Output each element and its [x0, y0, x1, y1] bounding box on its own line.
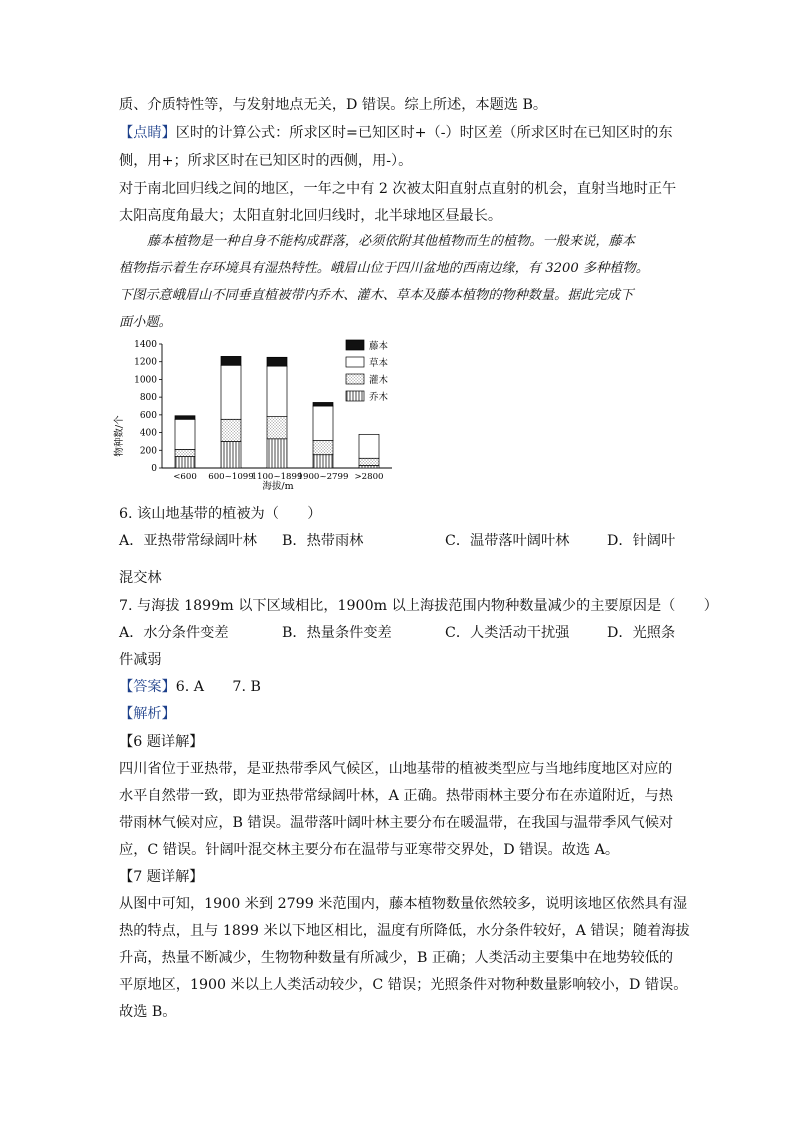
stem-line-2: 植物指示着生存环境具有湿热特性。峨眉山位于四川盆地的西南边缘，有 3200 多种植物。 — [119, 261, 649, 276]
bar-segment — [175, 449, 195, 456]
bar-segment — [313, 402, 333, 406]
q6-detail-tag: 【6 题详解】 — [119, 734, 204, 750]
answer-text: 6. A 7. B — [175, 679, 261, 695]
q7-option-d-cont: 件减弱 — [119, 652, 162, 668]
q7-detail-tag: 【7 题详解】 — [119, 869, 204, 885]
q6-option-d[interactable]: D．针阔叶 — [607, 533, 676, 549]
x-tick-label: 1900~2799 — [297, 472, 349, 482]
answer-line — [119, 677, 261, 697]
bar-segment — [267, 357, 287, 366]
q6-option-c[interactable]: C．温带落叶阔叶林 — [445, 533, 570, 549]
stem-line-3: 下图示意峨眉山不同垂直植被带内乔木、灌木、草本及藤本植物的物种数量。据此完成下 — [119, 288, 634, 303]
bar-segment — [175, 419, 195, 449]
q7-option-c[interactable]: C．人类活动干扰强 — [445, 625, 570, 641]
bar-segment — [313, 455, 333, 468]
bar-segment — [221, 419, 241, 441]
x-axis-title: 海拔/m — [262, 481, 294, 492]
direct-sun-line-2: 太阳高度角最大；太阳直射北回归线时，北半球地区昼最长。 — [119, 208, 503, 224]
x-tick-label: >2800 — [354, 472, 384, 482]
q7-option-d[interactable]: D．光照条 — [607, 625, 676, 641]
q6-detail-line: 水平自然带一致，即为亚热带常绿阔叶林，A 正确。热带雨林主要分布在赤道附近，与热 — [119, 788, 673, 804]
q6-detail-line: 四川省位于亚热带，是亚热带季风气候区，山地基带的植被类型应与当地纬度地区对应的 — [119, 761, 673, 777]
x-tick-label: 600~1099 — [208, 472, 254, 482]
y-tick-label: 1000 — [134, 375, 157, 386]
q7-detail-line: 升高，热量不断减少，生物物种数量有所减少，B 正确；人类活动主要集中在地势较低的 — [119, 950, 674, 966]
analysis-tag: 【解析】 — [119, 706, 176, 722]
stem-line-4: 面小题。 — [119, 315, 172, 330]
legend-label: 藤本 — [369, 341, 389, 352]
y-tick-label: 200 — [139, 446, 157, 457]
bar-segment — [221, 365, 241, 419]
tip-line-1 — [119, 123, 673, 143]
y-axis-title: 物种数/个 — [114, 415, 125, 457]
stem-line-1: 藤本植物是一种自身不能构成群落，必须依附其他植物而生的植物。一般来说，藤本 — [147, 234, 635, 249]
q7-option-a[interactable]: A．水分条件变差 — [119, 625, 229, 641]
x-tick-label: <600 — [173, 472, 197, 482]
q6-stem: 6. 该山地基带的植被为（ ） — [119, 506, 322, 522]
legend-label: 灌木 — [369, 375, 389, 386]
bar-segment — [267, 417, 287, 439]
y-tick-label: 600 — [139, 410, 157, 421]
q6-detail-line: 应，C 错误。针阔叶混交林主要分布在温带与亚寒带交界处，D 错误。故选 A。 — [119, 842, 620, 858]
q7-option-b[interactable]: B．热量条件变差 — [282, 625, 392, 641]
y-tick-label: 1200 — [134, 357, 157, 368]
q6-option-d-cont: 混交林 — [119, 570, 162, 586]
q7-detail-line: 从图中可知，1900 米到 2799 米范围内，藤本植物数量依然较多，说明该地区依然具有湿 — [119, 896, 688, 912]
bar-segment — [267, 366, 287, 416]
q6-option-a[interactable]: A．亚热带常绿阔叶林 — [119, 533, 257, 549]
species-stacked-bar-chart — [112, 336, 412, 496]
answer-tag: 【答案】 — [119, 679, 176, 695]
bar-segment — [313, 406, 333, 441]
q7-detail-line: 平原地区，1900 米以上人类活动较少，C 错误；光照条件对物种数量影响较小，D 错误。 — [119, 977, 688, 993]
bar-segment — [221, 356, 241, 365]
legend-swatch — [346, 357, 364, 367]
tip-line-2: 侧，用+；所求区时在已知区时的西侧，用-）。 — [119, 153, 413, 169]
bar-segment — [359, 465, 379, 468]
q7-stem: 7. 与海拔 1899m 以下区域相比，1900m 以上海拔范围内物种数量减少的主要原因是（ ） — [119, 598, 718, 614]
legend-label: 乔木 — [369, 392, 389, 403]
legend-label: 草本 — [369, 358, 389, 369]
q6-option-b[interactable]: B．热带雨林 — [282, 533, 364, 549]
bar-segment — [313, 441, 333, 455]
tip-text: 区时的计算公式：所求区时=已知区时+（-）时区差（所求区时在已知区时的东 — [175, 125, 673, 141]
tip-tag: 【点睛】 — [119, 125, 176, 141]
legend-swatch — [346, 374, 364, 384]
y-tick-label: 400 — [139, 428, 157, 439]
y-tick-label: 1400 — [134, 340, 157, 350]
bar-segment — [359, 434, 379, 458]
direct-sun-line-1: 对于南北回归线之间的地区，一年之中有 2 次被太阳直射点直射的机会，直射当地时正午 — [119, 181, 677, 197]
bar-segment — [221, 441, 241, 468]
q7-detail-line: 热的特点，且与 1899 米以下地区相比，温度有所降低，水分条件较好，A 错误；随着海拔 — [119, 923, 690, 939]
q7-detail-line: 故选 B。 — [119, 1004, 177, 1020]
y-tick-label: 800 — [139, 393, 157, 404]
bar-segment — [359, 458, 379, 465]
q6-detail-line: 带雨林气候对应，B 错误。温带落叶阔叶林主要分布在暖温带，在我国与温带季风气候对 — [119, 815, 674, 831]
legend-swatch — [346, 391, 364, 401]
prev-conclusion: 质、介质特性等，与发射地点无关，D 错误。综上所述，本题选 B。 — [119, 97, 548, 113]
bar-segment — [175, 416, 195, 420]
x-tick-label: 1100~1899 — [251, 472, 303, 482]
bar-segment — [175, 456, 195, 468]
y-tick-label: 0 — [151, 464, 157, 474]
legend-swatch — [346, 340, 364, 350]
bar-segment — [267, 439, 287, 468]
